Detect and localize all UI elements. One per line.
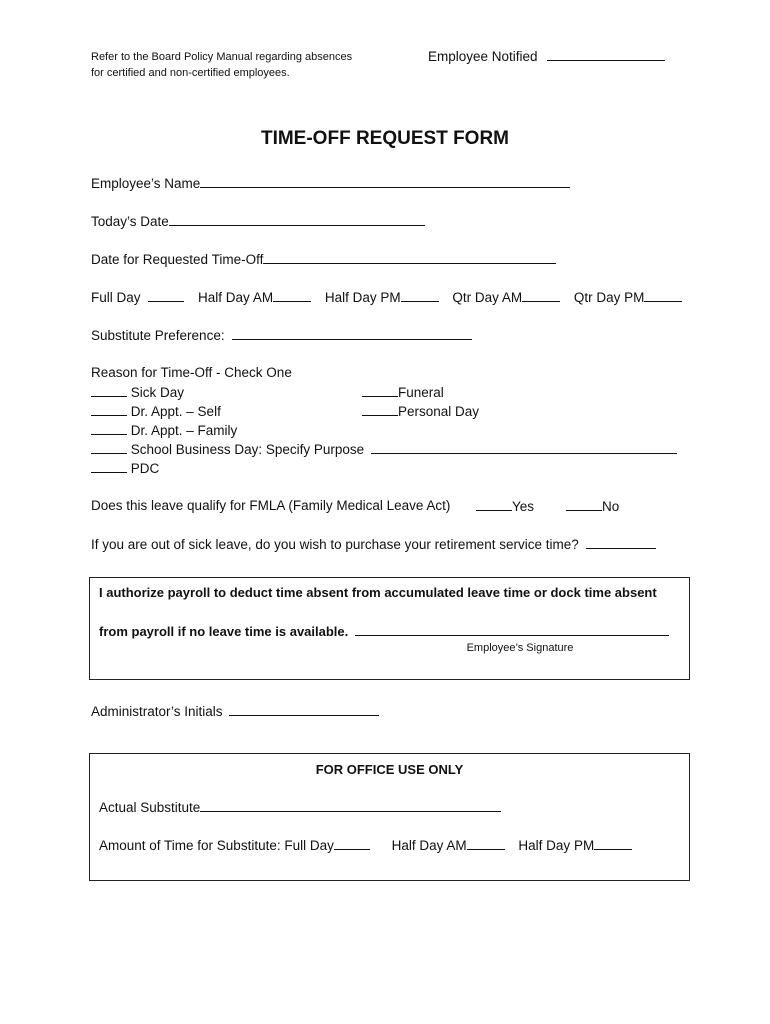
fmla-yes-label: Yes bbox=[512, 499, 535, 514]
form-title: TIME-OFF REQUEST FORM bbox=[260, 128, 510, 149]
todays-date-row bbox=[91, 212, 425, 231]
administrator-initials-field[interactable] bbox=[229, 702, 379, 716]
substitute-full-day-label: Amount of Time for Substitute: Full Day bbox=[99, 838, 334, 853]
employee-notified-row bbox=[428, 47, 665, 66]
school-business-checkbox[interactable] bbox=[91, 440, 127, 454]
employee-notified-label: Employee Notified bbox=[428, 49, 538, 64]
requested-date-label: Date for Requested Time-Off bbox=[91, 252, 264, 267]
office-use-heading: FOR OFFICE USE ONLY bbox=[315, 762, 464, 777]
pdc-checkbox[interactable] bbox=[91, 459, 127, 473]
substitute-amount-row bbox=[99, 836, 632, 855]
duration-row bbox=[91, 288, 682, 307]
half-day-pm-field[interactable] bbox=[401, 288, 439, 302]
fmla-question: Does this leave qualify for FMLA (Family Medical Leave Act) bbox=[91, 498, 451, 513]
todays-date-field[interactable] bbox=[169, 212, 425, 226]
funeral-checkbox[interactable] bbox=[362, 383, 398, 397]
substitute-preference-row bbox=[91, 326, 472, 345]
actual-substitute-label: Actual Substitute bbox=[99, 800, 201, 815]
dr-self-checkbox[interactable] bbox=[91, 402, 127, 416]
policy-note-line2: for certified and non-certified employees. bbox=[91, 67, 290, 79]
substitute-half-day-pm-label: Half Day PM bbox=[518, 838, 595, 853]
personal-day-checkbox[interactable] bbox=[362, 402, 398, 416]
reason-sick-day bbox=[91, 383, 184, 402]
requested-date-row bbox=[91, 250, 556, 269]
qtr-day-pm-label: Qtr Day PM bbox=[573, 290, 645, 305]
funeral-label: Funeral bbox=[398, 385, 444, 400]
sick-day-checkbox[interactable] bbox=[91, 383, 127, 397]
reason-dr-self bbox=[91, 402, 221, 421]
dr-family-checkbox[interactable] bbox=[91, 421, 127, 435]
half-day-pm-label: Half Day PM bbox=[324, 290, 401, 305]
policy-note-line1: Refer to the Board Policy Manual regarding absences bbox=[91, 51, 353, 63]
substitute-half-day-pm-field[interactable] bbox=[594, 836, 632, 850]
school-business-label: School Business Day: Specify Purpose bbox=[130, 442, 365, 457]
fmla-yes-checkbox[interactable] bbox=[476, 497, 512, 511]
dr-self-label: Dr. Appt. – Self bbox=[130, 404, 221, 419]
substitute-preference-field[interactable] bbox=[232, 326, 472, 340]
todays-date-label: Today’s Date bbox=[91, 214, 169, 229]
dr-family-label: Dr. Appt. – Family bbox=[130, 423, 238, 438]
reason-pdc bbox=[91, 459, 159, 478]
sick-leave-answer-field[interactable] bbox=[586, 535, 656, 549]
school-business-purpose-field[interactable] bbox=[371, 440, 677, 454]
fmla-no-checkbox[interactable] bbox=[566, 497, 602, 511]
authorization-line2-row bbox=[99, 622, 669, 641]
half-day-am-label: Half Day AM bbox=[198, 290, 274, 305]
qtr-day-am-label: Qtr Day AM bbox=[452, 290, 523, 305]
substitute-full-day-field[interactable] bbox=[334, 836, 370, 850]
authorization-line2: from payroll if no leave time is available. bbox=[99, 624, 349, 639]
sick-leave-row bbox=[91, 535, 656, 554]
substitute-half-day-am-label: Half Day AM bbox=[391, 838, 467, 853]
fmla-no-label: No bbox=[602, 499, 620, 514]
employee-signature-field[interactable] bbox=[355, 622, 669, 636]
fmla-yes bbox=[476, 497, 534, 516]
requested-date-field[interactable] bbox=[263, 250, 556, 264]
substitute-preference-label: Substitute Preference: bbox=[91, 328, 225, 343]
qtr-day-am-field[interactable] bbox=[522, 288, 560, 302]
employee-name-field[interactable] bbox=[200, 174, 570, 188]
substitute-half-day-am-field[interactable] bbox=[467, 836, 505, 850]
half-day-am-field[interactable] bbox=[273, 288, 311, 302]
full-day-field[interactable] bbox=[148, 288, 184, 302]
administrator-initials-label: Administrator’s Initials bbox=[91, 704, 223, 719]
employee-name-label: Employee’s Name bbox=[91, 176, 201, 191]
pdc-label: PDC bbox=[130, 461, 160, 476]
reason-school-business bbox=[91, 440, 677, 459]
reason-funeral bbox=[362, 383, 444, 402]
reason-personal-day bbox=[362, 402, 479, 421]
reason-dr-family bbox=[91, 421, 237, 440]
qtr-day-pm-field[interactable] bbox=[644, 288, 682, 302]
actual-substitute-field[interactable] bbox=[200, 798, 501, 812]
sick-day-label: Sick Day bbox=[130, 385, 185, 400]
sick-leave-question: If you are out of sick leave, do you wish to purchase your retirement service time? bbox=[91, 537, 579, 552]
policy-note bbox=[91, 49, 352, 81]
employee-notified-field[interactable] bbox=[547, 47, 665, 61]
fmla-no bbox=[566, 497, 619, 516]
personal-day-label: Personal Day bbox=[398, 404, 480, 419]
full-day-label: Full Day bbox=[91, 290, 141, 305]
reason-heading: Reason for Time-Off - Check One bbox=[91, 365, 292, 380]
employee-name-row bbox=[91, 174, 570, 193]
administrator-initials-row bbox=[91, 702, 379, 721]
signature-caption: Employee’s Signature bbox=[466, 642, 574, 654]
authorization-line1: I authorize payroll to deduct time absent from accumulated leave time or dock time absent bbox=[99, 585, 657, 600]
actual-substitute-row bbox=[99, 798, 501, 817]
